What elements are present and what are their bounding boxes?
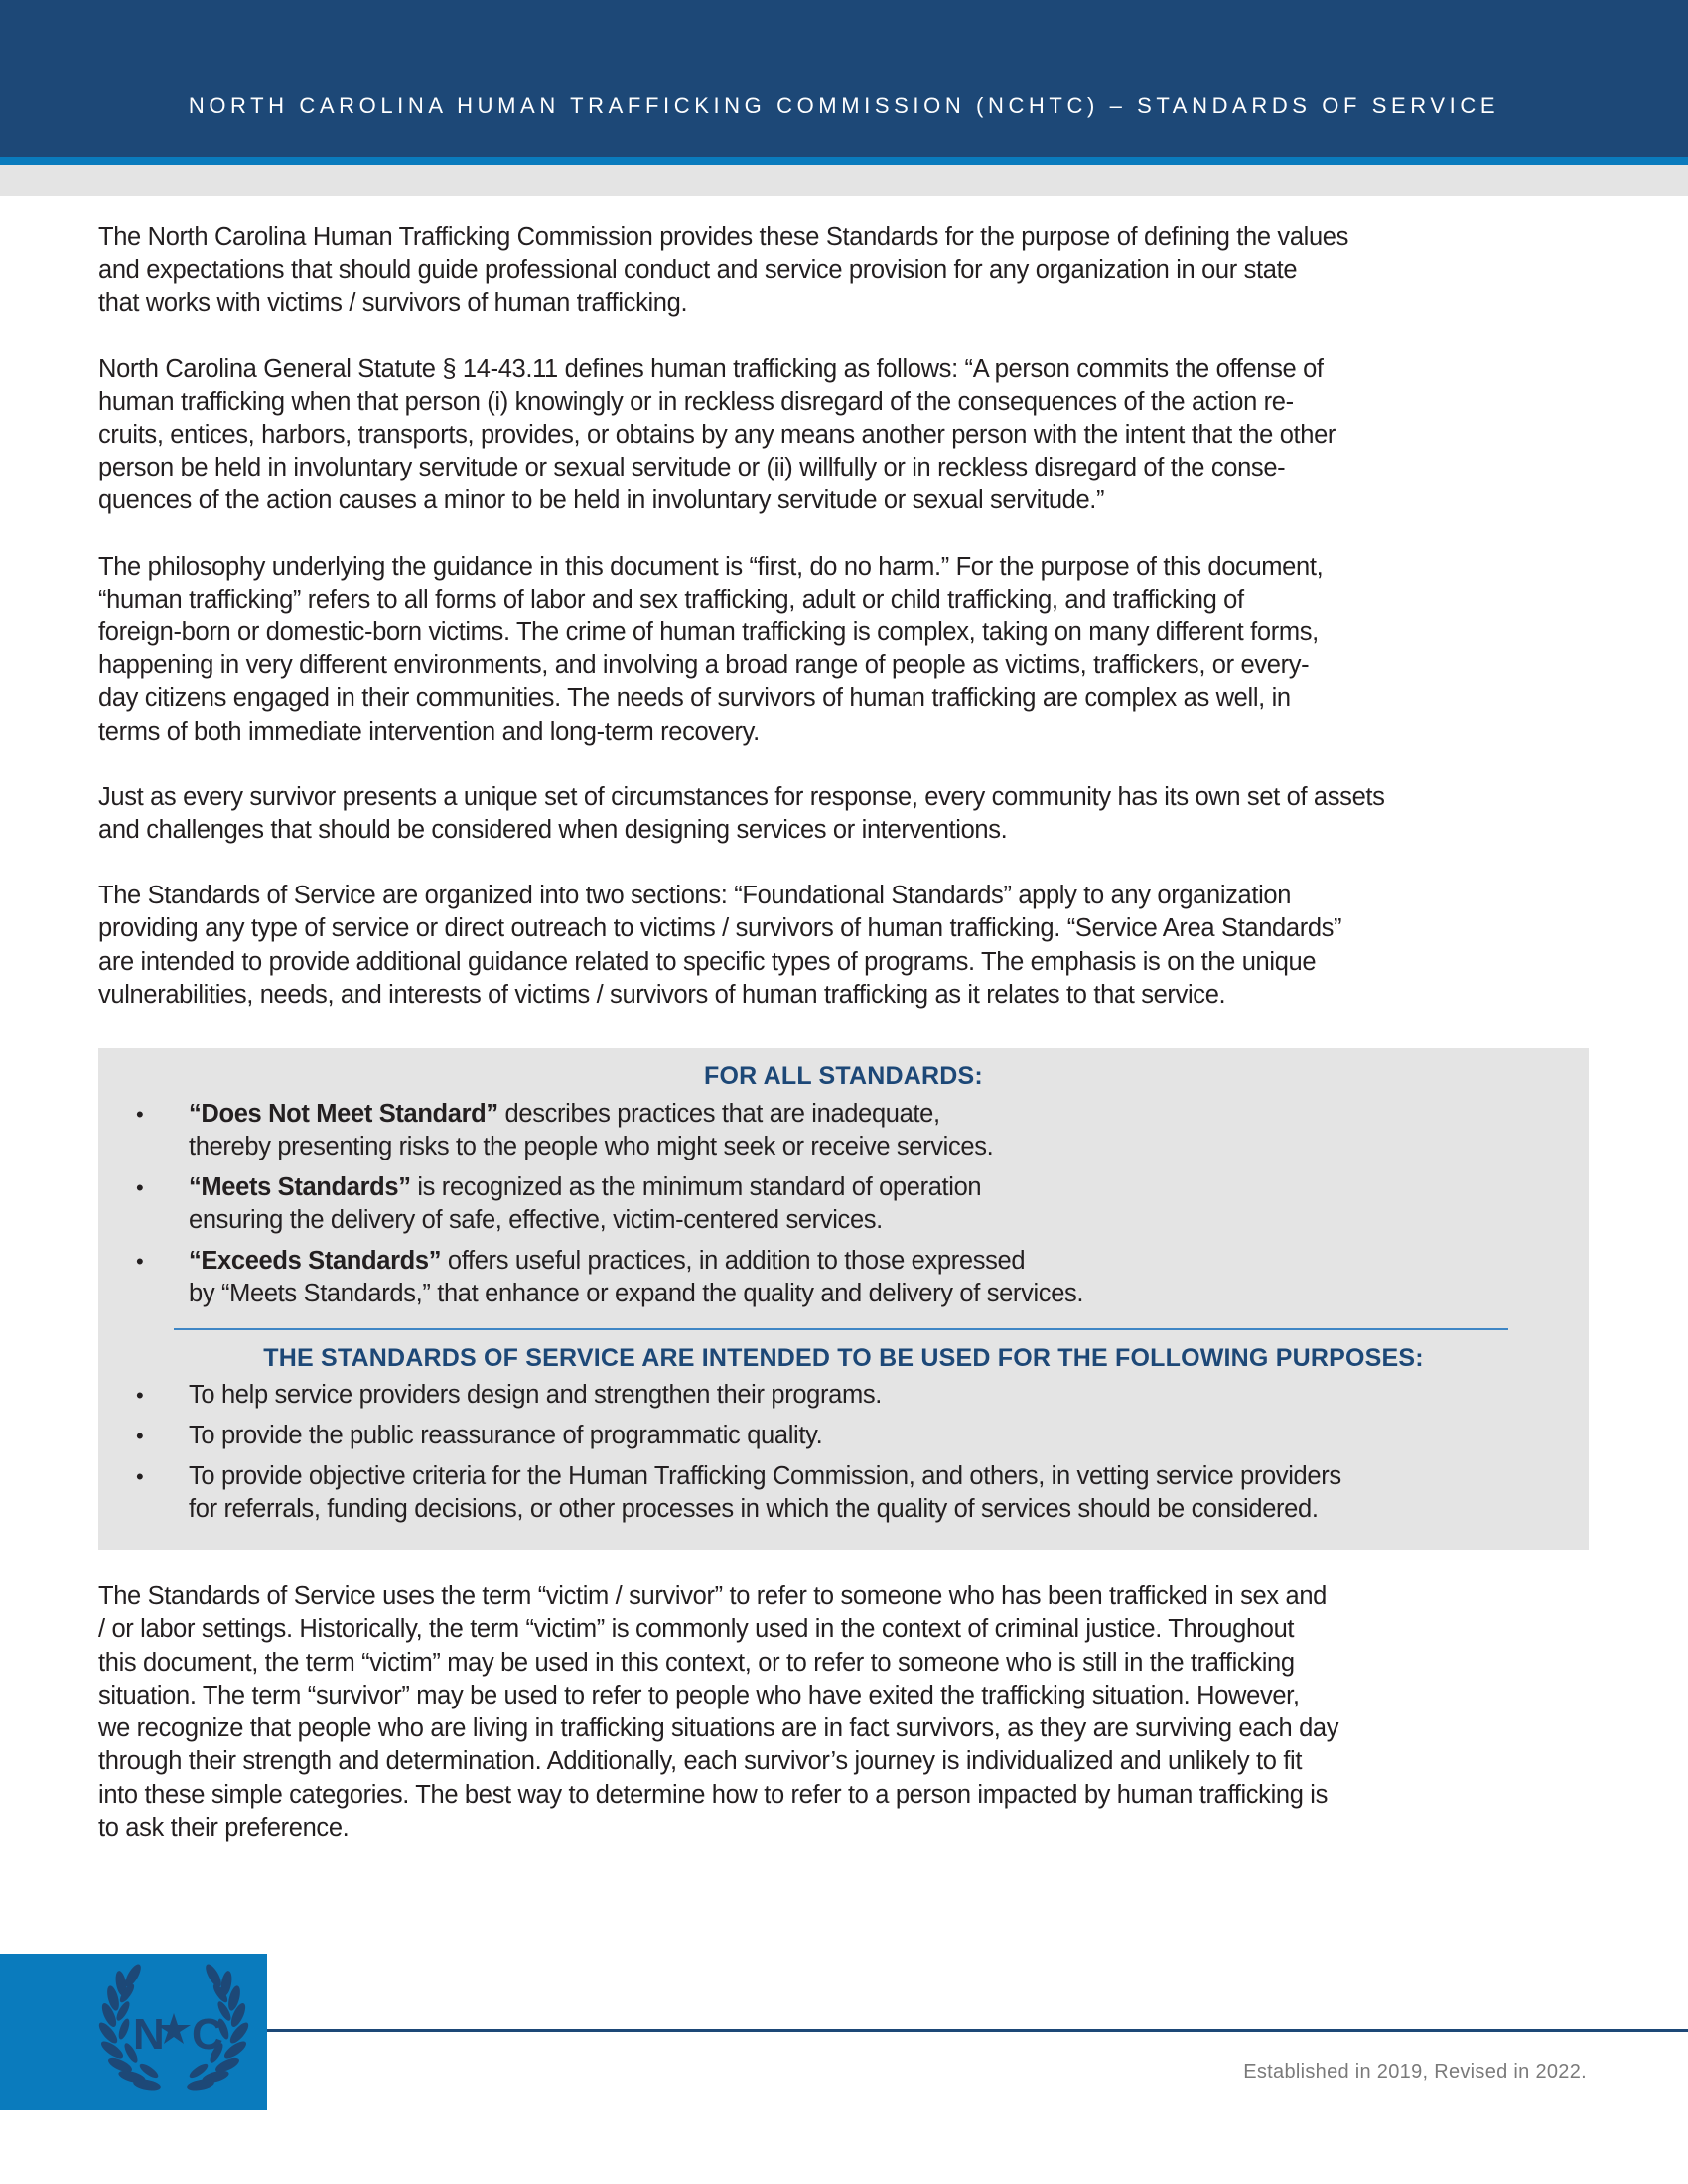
text-line (189, 1098, 1589, 1131)
text-line: situation. The term “survivor” may be used to refer to people who have exited the trafficking situation. However, (98, 1681, 1300, 1709)
text-line: To help service providers design and strengthen their programs. (189, 1381, 883, 1409)
text-line: human trafficking when that person (i) knowingly or in reckless disregard of the consequences of the action re- (98, 387, 1294, 416)
list-item-does-not-meet (98, 1098, 1589, 1163)
term-description: offers useful practices, in addition to those expressed (441, 1247, 1026, 1275)
purposes-list (98, 1379, 1589, 1534)
text-line: / or labor settings. Historically, the term “victim” is commonly used in the context of criminal justice. Throughout (98, 1615, 1295, 1644)
text-line: happening in very different environments, and involving a broad range of people as victims, traffickers, or every- (98, 651, 1310, 680)
text-line: vulnerabilities, needs, and interests of victims / survivors of human trafficking as it relates to that service. (98, 980, 1226, 1009)
text-line: cruits, entices, harbors, transports, provides, or obtains by any means another person with the intent that the other (98, 421, 1336, 450)
text-line: The Standards of Service are organized into two sections: “Foundational Standards” apply to any organization (98, 882, 1292, 910)
text-line: that works with victims / survivors of human trafficking. (98, 289, 688, 318)
header-title: NORTH CAROLINA HUMAN TRAFFICKING COMMISSION (NCHTC) – STANDARDS OF SERVICE (188, 93, 1500, 118)
text-line: are intended to provide additional guidance related to specific types of programs. The emphasis is on the unique (98, 947, 1317, 976)
text-line: person be held in involuntary servitude or sexual servitude or (ii) willfully or in reckless disregard of the conse- (98, 454, 1286, 482)
text-line: through their strength and determination. Additionally, each survivor’s journey is individualized and unlikely to fit (98, 1747, 1303, 1776)
text-line: “human trafficking” refers to all forms of labor and sex trafficking, adult or child trafficking, and trafficking of (98, 585, 1244, 614)
footer-revision-note: Established in 2019, Revised in 2022. (1243, 2061, 1587, 2083)
term-label: “Does Not Meet Standard” (189, 1100, 498, 1128)
text-line: to ask their preference. (98, 1814, 350, 1843)
text-line: The North Carolina Human Trafficking Commission provides these Standards for the purpose of defining the values (98, 223, 1349, 251)
text-line: quences of the action causes a minor to be held in involuntary servitude or sexual servitude.” (98, 486, 1105, 515)
intro-paragraph-philosophy (98, 551, 1608, 749)
standards-definitions-list (98, 1098, 1589, 1318)
standards-callout-box (98, 1048, 1589, 1550)
purposes-heading: THE STANDARDS OF SERVICE ARE INTENDED TO BE USED FOR THE FOLLOWING PURPOSES: (263, 1344, 1424, 1372)
list-item-exceeds (98, 1245, 1589, 1310)
logo-letter-c: C (192, 2010, 223, 2059)
term-label: “Exceeds Standards” (189, 1247, 442, 1275)
text-line: The Standards of Service uses the term “victim / survivor” to refer to someone who has been trafficked in sex and (98, 1582, 1327, 1610)
intro-paragraph-organization (98, 880, 1608, 1012)
header-gray-band (0, 165, 1688, 196)
bullet-icon: • (136, 1175, 144, 1200)
text-line: The philosophy underlying the guidance in this document is “first, do no harm.” For the purpose of this document, (98, 552, 1324, 581)
for-all-standards-heading: FOR ALL STANDARDS: (704, 1062, 983, 1090)
nc-logo-box (0, 1954, 267, 2110)
bullet-icon: • (136, 1424, 144, 1448)
text-line: and expectations that should guide professional conduct and service provision for any organization in our state (98, 256, 1298, 285)
term-description: is recognized as the minimum standard of operation (410, 1173, 982, 1201)
text-line: To provide objective criteria for the Human Trafficking Commission, and others, in vetting service providers (189, 1462, 1341, 1490)
term-label: “Meets Standards” (189, 1173, 411, 1201)
text-line: providing any type of service or direct outreach to victims / survivors of human trafficking. “Service Area Standards” (98, 914, 1342, 943)
text-line: terms of both immediate intervention and long-term recovery. (98, 717, 760, 746)
list-item-purpose (98, 1460, 1589, 1526)
text-line: this document, the term “victim” may be used in this context, or to refer to someone who is still in the trafficking (98, 1648, 1295, 1677)
page-header (0, 0, 1688, 157)
term-description: describes practices that are inadequate, (497, 1100, 940, 1128)
text-line: we recognize that people who are living in trafficking situations are in fact survivors, as they are surviving each day (98, 1714, 1339, 1743)
bullet-icon: • (136, 1383, 144, 1408)
text-line: into these simple categories. The best way to determine how to refer to a person impacted by human trafficking is (98, 1780, 1329, 1809)
text-line (189, 1171, 1589, 1204)
text-line (189, 1245, 1589, 1278)
text-line: foreign-born or domestic-born victims. The crime of human trafficking is complex, taking on many different forms, (98, 618, 1319, 647)
bullet-icon: • (136, 1464, 144, 1489)
box-divider (174, 1328, 1508, 1330)
laurel-wreath-logo-icon (0, 1954, 267, 2110)
intro-paragraph-statute (98, 353, 1608, 518)
bullet-icon: • (136, 1102, 144, 1127)
text-line: thereby presenting risks to the people who might seek or receive services. (189, 1133, 994, 1160)
list-item-purpose (98, 1420, 1589, 1452)
text-line: for referrals, funding decisions, or other processes in which the quality of services should be considered. (189, 1495, 1319, 1523)
intro-section (98, 221, 1608, 1044)
text-line: by “Meets Standards,” that enhance or expand the quality and delivery of services. (189, 1280, 1084, 1307)
text-line: ensuring the delivery of safe, effective, victim-centered services. (189, 1206, 883, 1234)
text-line: and challenges that should be considered when designing services or interventions. (98, 816, 1008, 845)
text-line: Just as every survivor presents a unique set of circumstances for response, every community has its own set of assets (98, 782, 1385, 811)
text-line: To provide the public reassurance of programmatic quality. (189, 1422, 823, 1449)
closing-paragraph-terminology (98, 1580, 1338, 1844)
bullet-icon: • (136, 1249, 144, 1274)
logo-letter-n: N (133, 2010, 165, 2059)
header-accent-stripe (0, 157, 1688, 165)
footer-rule (267, 2029, 1688, 2032)
intro-paragraph-purpose (98, 221, 1608, 321)
text-line: North Carolina General Statute § 14-43.11 defines human trafficking as follows: “A person commits the offense of (98, 354, 1324, 383)
intro-paragraph-community (98, 781, 1608, 847)
text-line: day citizens engaged in their communities. The needs of survivors of human trafficking are complex as well, in (98, 684, 1291, 713)
list-item-meets (98, 1171, 1589, 1237)
list-item-purpose (98, 1379, 1589, 1412)
